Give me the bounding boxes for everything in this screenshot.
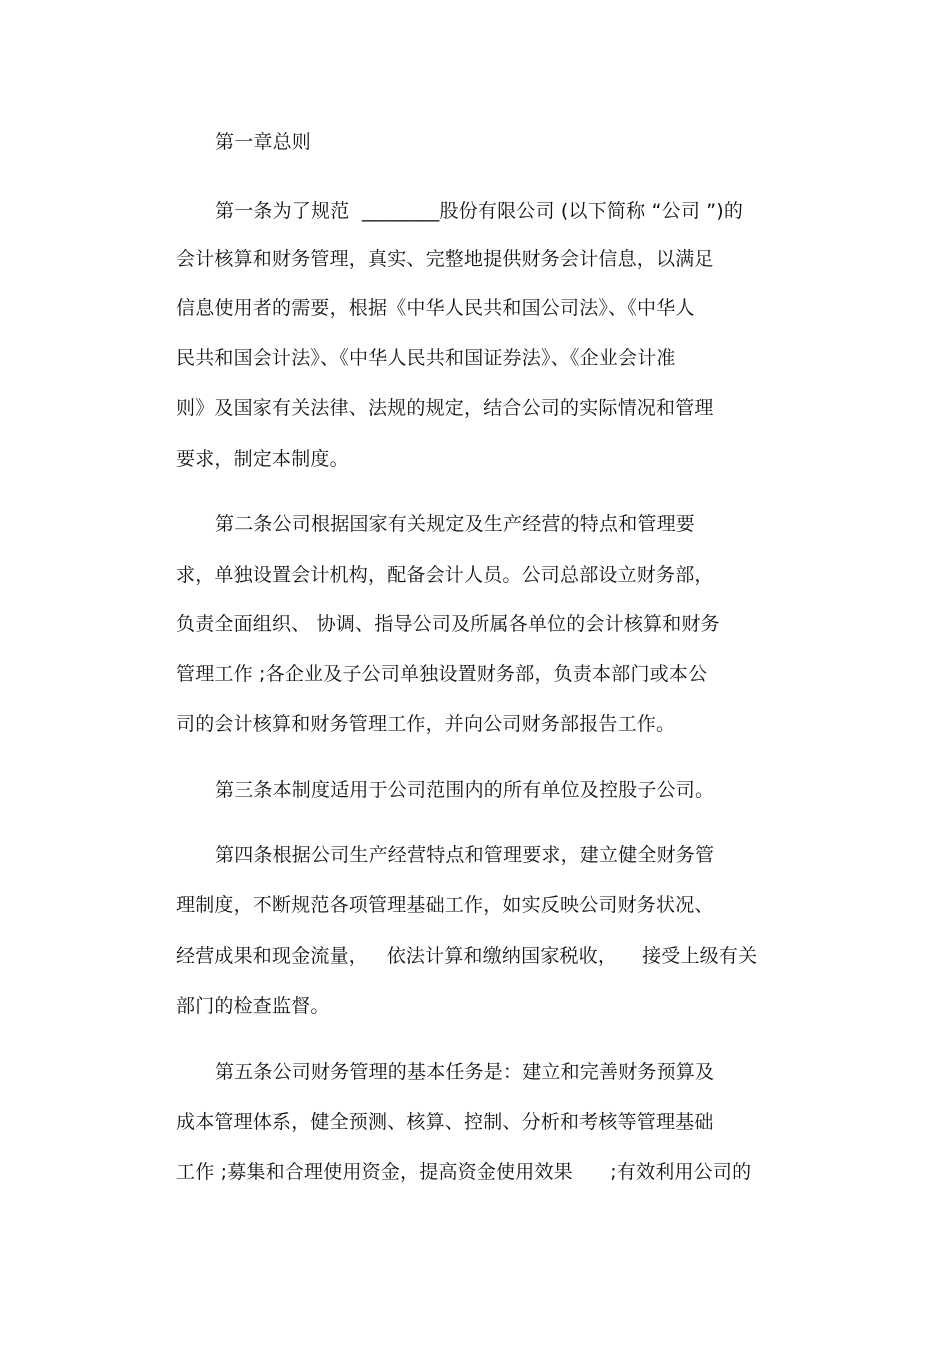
text-line: 会计核算和财务管理，真实、完整地提供财务会计信息，以满足 <box>176 248 714 270</box>
text-line: 经营成果和现金流量， 依法计算和缴纳国家税收， 接受上级有关 <box>176 945 758 967</box>
text-line: 求，单独设置会计机构，配备会计人员。公司总部设立财务部， <box>176 564 714 586</box>
text-line: 工作 ;募集和合理使用资金，提高资金使用效果 ;有效利用公司的 <box>176 1161 752 1183</box>
text-line: 第一条为了规范 ________股份有限公司 (以下简称 “公司 ”)的 <box>215 200 744 222</box>
text-line: 信息使用者的需要，根据《中华人民共和国公司法》、《中华人 <box>176 297 695 319</box>
text-line: 要求，制定本制度。 <box>176 448 349 470</box>
text-line: 第二条公司根据国家有关规定及生产经营的特点和管理要 <box>215 513 696 535</box>
text-line: 负责全面组织、 协调、指导公司及所属各单位的会计核算和财务 <box>176 613 720 635</box>
text-line: 部门的检查监督。 <box>176 995 330 1017</box>
text-line: 民共和国会计法》、《中华人民共和国证券法》、《企业会计准 <box>176 347 676 369</box>
text-line: 管理工作 ;各企业及子公司单独设置财务部，负责本部门或本公 <box>176 663 708 685</box>
chapter-title: 第一章总则 <box>215 131 312 153</box>
text-line: 理制度，不断规范各项管理基础工作，如实反映公司财务状况、 <box>176 894 714 916</box>
text-line: 司的会计核算和财务管理工作，并向公司财务部报告工作。 <box>176 713 676 735</box>
text-line: 则》及国家有关法律、法规的规定，结合公司的实际情况和管理 <box>176 397 714 419</box>
text-line: 成本管理体系，健全预测、核算、控制、分析和考核等管理基础 <box>176 1111 714 1133</box>
text-line: 第五条公司财务管理的基本任务是：建立和完善财务预算及 <box>215 1061 715 1083</box>
text-line: 第三条本制度适用于公司范围内的所有单位及控股子公司。 <box>215 779 715 801</box>
text-line: 第四条根据公司生产经营特点和管理要求，建立健全财务管 <box>215 844 715 866</box>
